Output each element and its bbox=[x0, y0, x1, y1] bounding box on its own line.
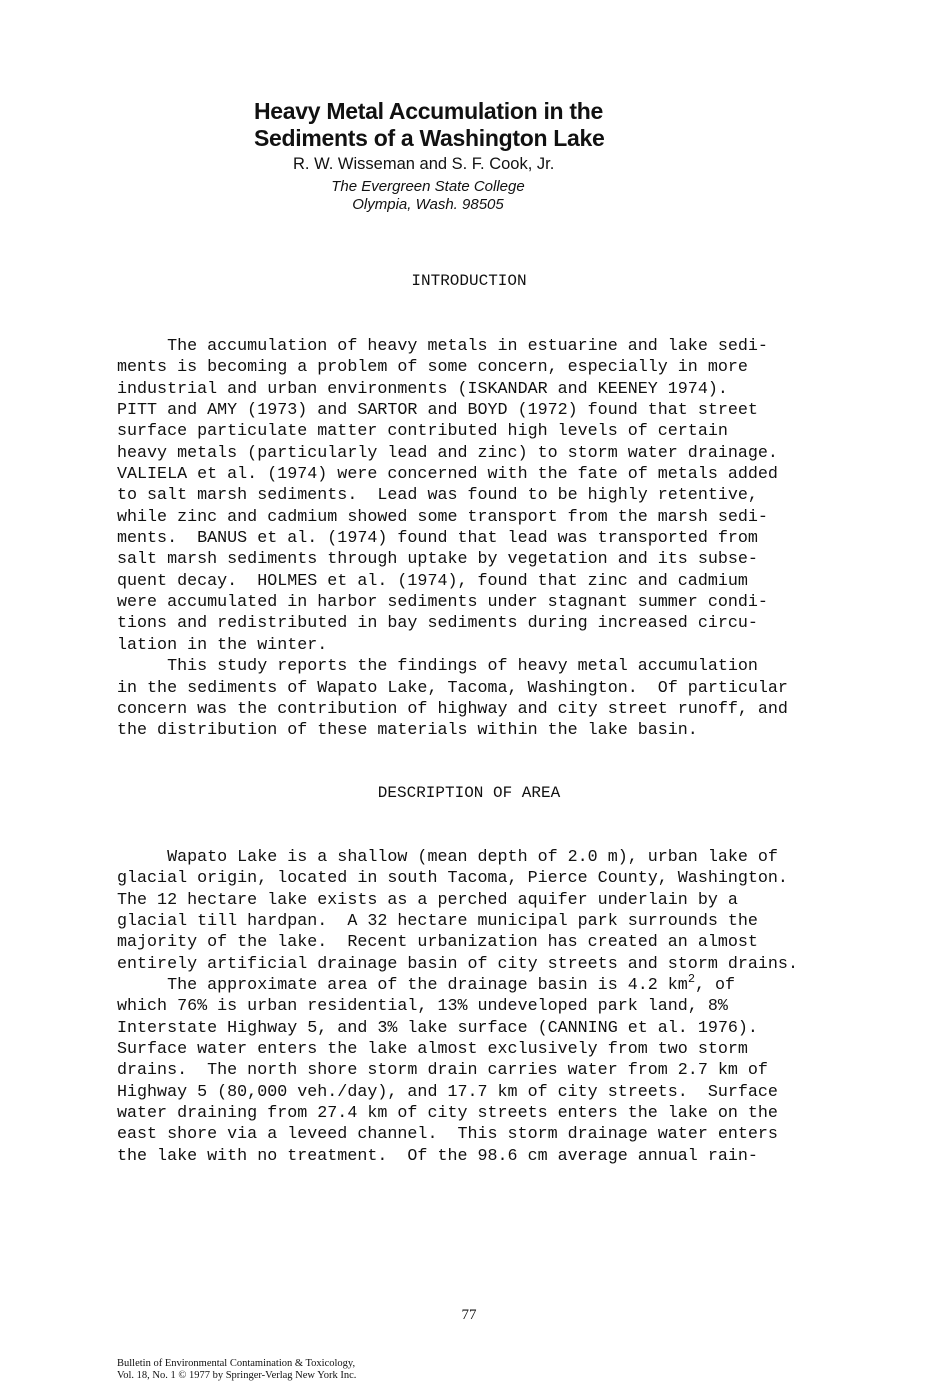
text-line: lation in the winter. bbox=[117, 635, 328, 655]
paper-title bbox=[254, 98, 605, 152]
text-line: ments. BANUS et al. (1974) found that lead was transported from bbox=[117, 529, 758, 549]
text-line: tions and redistributed in bay sediments during increased circu- bbox=[117, 614, 758, 634]
text-line: VALIELA et al. (1974) were concerned with the fate of metals added bbox=[117, 465, 778, 485]
title-line-2: Sediments of a Washington Lake bbox=[254, 125, 605, 151]
text-line: heavy metals (particularly lead and zinc) to storm water drainage. bbox=[117, 443, 778, 463]
text-line: in the sediments of Wapato Lake, Tacoma, Washington. Of particular bbox=[117, 678, 788, 698]
text-line: which 76% is urban residential, 13% undeveloped park land, 8% bbox=[117, 997, 728, 1017]
text-line: concern was the contribution of highway and city street runoff, and bbox=[117, 699, 788, 719]
area-text-start: The approximate area of the drainage basin is 4.2 km bbox=[117, 976, 688, 996]
text-line: drains. The north shore storm drain carries water from 2.7 km of bbox=[117, 1061, 768, 1081]
text-line: Interstate Highway 5, and 3% lake surface (CANNING et al. 1976). bbox=[117, 1018, 758, 1038]
text-line: ments is becoming a problem of some concern, especially in more bbox=[117, 358, 748, 378]
text-line: Surface water enters the lake almost exclusively from two storm bbox=[117, 1040, 748, 1060]
text-line: quent decay. HOLMES et al. (1974), found that zinc and cadmium bbox=[117, 571, 748, 591]
text-line: industrial and urban environments (ISKANDAR and KEENEY 1974). bbox=[117, 379, 728, 399]
text-line: water draining from 27.4 km of city streets enters the lake on the bbox=[117, 1104, 778, 1124]
text-line: entirely artificial drainage basin of city streets and storm drains. bbox=[117, 954, 798, 974]
text-line: The accumulation of heavy metals in estuarine and lake sedi- bbox=[117, 337, 768, 356]
text-line: were accumulated in harbor sediments under stagnant summer condi- bbox=[117, 593, 768, 613]
text-line: while zinc and cadmium showed some transport from the marsh sedi- bbox=[117, 507, 768, 527]
page-number: 77 bbox=[461, 1307, 477, 1323]
text-line: The 12 hectare lake exists as a perched aquifer underlain by a bbox=[117, 890, 738, 910]
text-line: Wapato Lake is a shallow (mean depth of 2.0 m), urban lake of bbox=[117, 848, 778, 867]
text-line: the distribution of these materials within the lake basin. bbox=[117, 721, 698, 741]
text-line: the lake with no treatment. Of the 98.6 cm average annual rain- bbox=[117, 1146, 758, 1166]
text-line: Highway 5 (80,000 veh./day), and 17.7 km of city streets. Surface bbox=[117, 1082, 778, 1102]
affiliation bbox=[300, 178, 556, 214]
title-line-1: Heavy Metal Accumulation in the bbox=[254, 98, 603, 124]
affiliation-line-2: Olympia, Wash. 98505 bbox=[352, 196, 504, 213]
text-line: east shore via a leveed channel. This storm drainage water enters bbox=[117, 1125, 778, 1145]
area-text-end: , of bbox=[695, 976, 736, 996]
text-line: majority of the lake. Recent urbanization has created an almost bbox=[117, 933, 758, 953]
authors: R. W. Wisseman and S. F. Cook, Jr. bbox=[293, 155, 555, 173]
text-line: to salt marsh sediments. Lead was found to be highly retentive, bbox=[117, 486, 758, 506]
text-line: salt marsh sediments through uptake by vegetation and its subse- bbox=[117, 550, 758, 570]
introduction-body bbox=[117, 336, 847, 742]
text-line: surface particulate matter contributed high levels of certain bbox=[117, 422, 728, 442]
description-heading: DESCRIPTION OF AREA bbox=[377, 784, 561, 802]
description-body bbox=[117, 847, 847, 1167]
text-line: PITT and AMY (1973) and SARTOR and BOYD (1972) found that street bbox=[117, 401, 758, 421]
area-superscript: 2 bbox=[687, 972, 696, 987]
text-line: glacial origin, located in south Tacoma, Pierce County, Washington. bbox=[117, 869, 788, 889]
text-line-area bbox=[117, 972, 847, 996]
footer-line-1: Bulletin of Environmental Contamination & Toxicology, bbox=[117, 1358, 356, 1369]
journal-footer bbox=[117, 1358, 356, 1381]
text-line: glacial till hardpan. A 32 hectare municipal park surrounds the bbox=[117, 912, 758, 932]
affiliation-line-1: The Evergreen State College bbox=[331, 178, 525, 195]
text-line: This study reports the findings of heavy metal accumulation bbox=[117, 657, 758, 677]
introduction-heading: INTRODUCTION bbox=[411, 272, 527, 290]
footer-line-2: Vol. 18, No. 1 © 1977 by Springer-Verlag New York Inc. bbox=[117, 1369, 357, 1381]
